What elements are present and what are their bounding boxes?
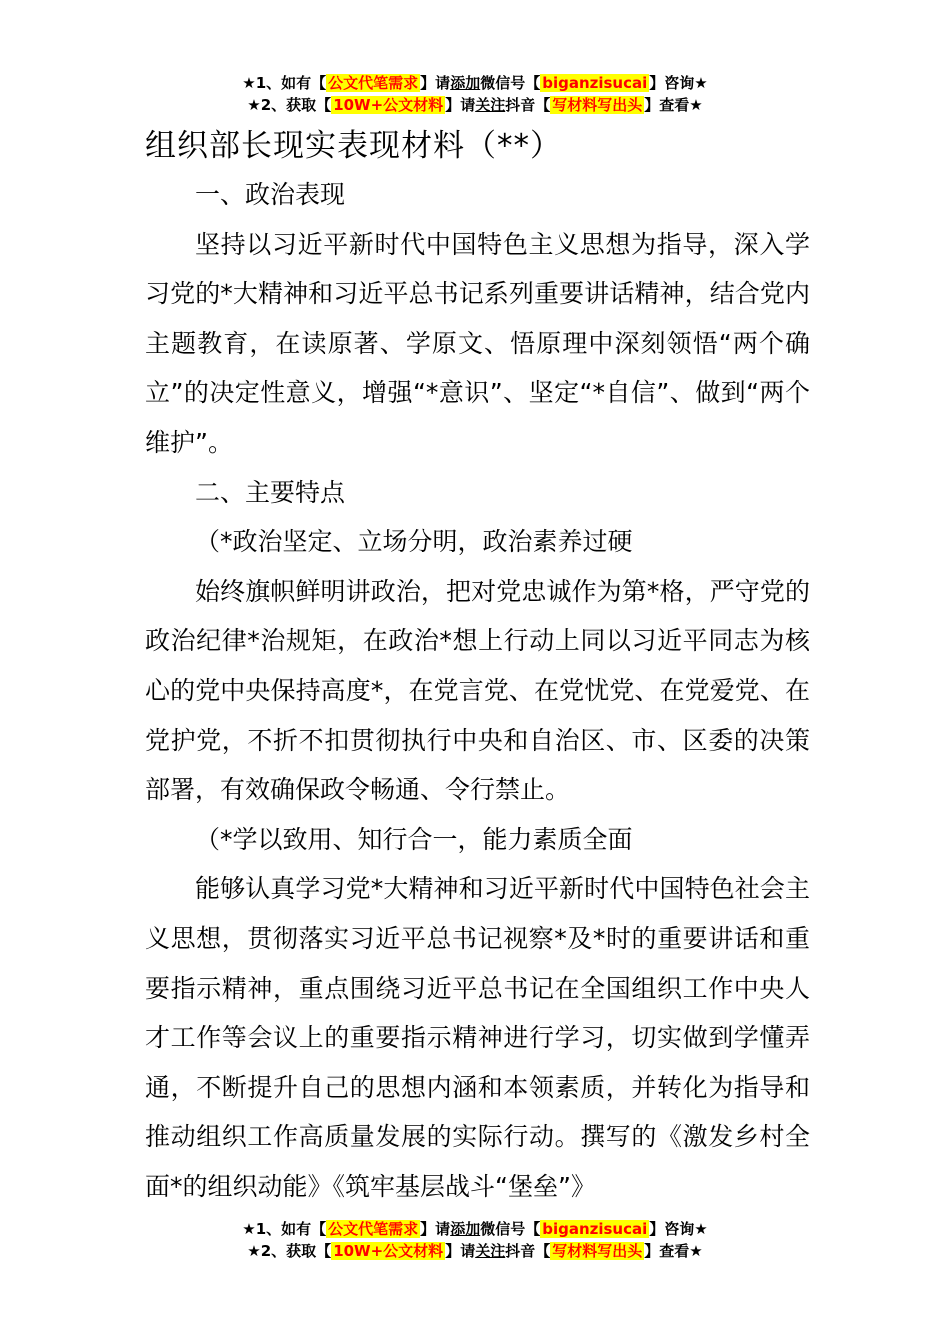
promo-header [0,72,950,116]
promo-highlight: 公文代笔需求 [328,74,419,92]
section-heading: 一、政治表现 [195,180,346,209]
subsection-heading: （*政治坚定、立场分明，政治素养过硬 [195,527,633,557]
section-heading: 二、主要特点 [195,477,346,507]
promo-text: 】查看★ [644,96,703,114]
promo-underlined: 关注 [475,96,506,114]
paragraph: 坚持以习近平新时代中国特色主义思想为指导，深入学习党的*大精神和习近平总书记系列重要讲话精神，结合党内主题教育，在读原著、学原文、悟原理中深刻领悟“两个确立”的决定性意义，增强“*意识”、坚定“*自信”、做到“两个维护”。 [145,229,810,457]
paragraph: 始终旗帜鲜明讲政治，把对党忠诚作为第*格，严守党的政治纪律*治规矩，在政治*想上行动上同以习近平同志为核心的党中央保持高度*，在党言党、在党忧党、在党爱党、在党护党，不折不扣贯彻执行中央和自治区、市、区委的决策部署，有效确保政令畅通、令行禁止。 [145,576,810,805]
promo-underlined: 添加 [450,1220,481,1238]
promo-line-1 [0,1218,950,1240]
promo-highlight: 写材料写出头 [552,96,643,114]
promo-highlight: 写材料写出头 [552,1242,643,1260]
promo-text: 】请 [445,1242,476,1260]
promo-text: ★1、如有【 [242,1220,327,1238]
promo-text: 微信号【 [480,74,541,92]
promo-text: 抖音【 [505,1242,551,1260]
promo-line-2 [0,94,950,116]
page-title: 组织部长现实表现材料（**） [145,128,562,164]
promo-text: ★2、获取【 [247,1242,332,1260]
promo-text: ★1、如有【 [242,74,327,92]
promo-highlight: 公文代笔需求 [328,1220,419,1238]
promo-underlined: 添加 [450,74,481,92]
promo-text: 】请 [420,1220,451,1238]
promo-highlight: biganzisucai [542,74,648,92]
promo-highlight: 10W+公文材料 [333,96,444,114]
promo-text: 微信号【 [480,1220,541,1238]
promo-footer [0,1218,950,1262]
promo-text: 】请 [420,74,451,92]
promo-line-2 [0,1240,950,1262]
promo-text: 】请 [445,96,476,114]
promo-text: 】咨询★ [649,74,708,92]
paragraph: 能够认真学习党*大精神和习近平新时代中国特色社会主义思想，贯彻落实习近平总书记视察*及*时的重要讲话和重要指示精神，重点围绕习近平总书记在全国组织工作中央人才工作等会议上的重要指示精神进行学习，切实做到学懂弄通，不断提升自己的思想内涵和本领素质，并转化为指导和推动组织工作高质量发展的实际行动。撰写的《激发乡村全面*的组织动能》《筑牢基层战斗“堡垒”》 [145,874,810,1201]
subsection-heading: （*学以致用、知行合一，能力素质全面 [195,824,633,854]
promo-text: 抖音【 [505,96,551,114]
promo-highlight: biganzisucai [542,1220,648,1238]
document-body [145,170,810,1211]
promo-text: ★2、获取【 [247,96,332,114]
promo-text: 】查看★ [644,1242,703,1260]
promo-highlight: 10W+公文材料 [333,1242,444,1260]
promo-text: 】咨询★ [649,1220,708,1238]
promo-underlined: 关注 [475,1242,506,1260]
promo-line-1 [0,72,950,94]
